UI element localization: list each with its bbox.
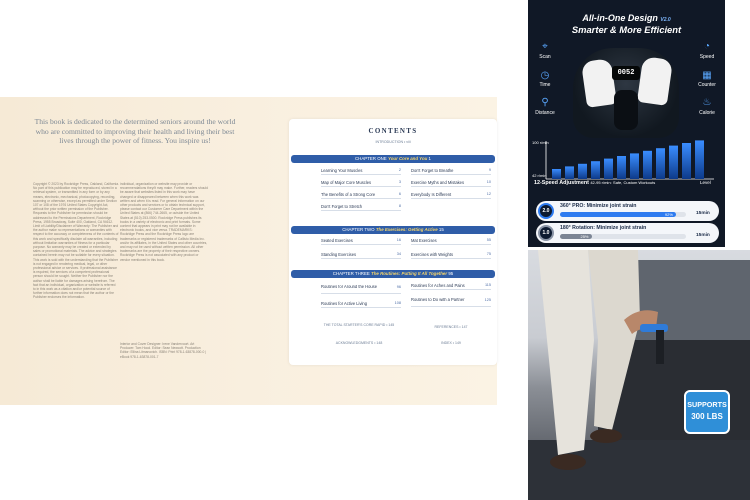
- toc-entry[interactable]: [411, 250, 491, 259]
- speed-caption-range: 42-95 r/min:: [590, 180, 612, 185]
- contents-page: [289, 119, 497, 365]
- speed-caption-tail: Safe, Custom Workouts: [613, 180, 656, 185]
- toc-page: 55: [486, 238, 491, 242]
- toc-entry[interactable]: [321, 236, 401, 245]
- mode-progress-fill: [560, 212, 676, 217]
- time-icon: ◷: [540, 70, 550, 81]
- toc-title: Map of Major Core Muscles: [321, 179, 372, 185]
- speed-level-bar: [656, 148, 665, 179]
- speed-level-bar: [617, 156, 626, 179]
- mode-percent: 92%: [664, 211, 673, 217]
- toc-title: Mat Exercises: [411, 237, 437, 243]
- speed-level-bar: [565, 166, 574, 179]
- copyright-text-left: Copyright © 2023 by Rockridge Press, Oakland, California. No part of this publication may be reproduced, stored in a retrieval system, or transmitted in any form or by any means, electronic, mechanical, photocopying, recording, scanning or otherwise, except as permitted under Section 107 or 108 of the 1976 United States Copyright Act, without the prior written permission of the Publisher. Requests to the Publisher for permission should be addressed to the Permissions Department, Rockridge Press, 1955 Broadway, Suite 400, Oakland, CA 94612. Limit of Liability/Disclaimer of Warranty: The Publisher and the author make no representations or warranties with respect to the accuracy or completeness of the contents of this work and specifically disclaim all warranties, including without limitation warranties of fitness for a particular purpose. No warranty may be created or extended by sales or promotional materials. The advice and strategies contained herein may not be suitable for every situation. This work is sold with the understanding that the Publisher is not engaged in rendering medical, legal, or other professional advice or services. If professional assistance is required, the services of a competent professional person should be sought. Neither the Publisher nor the author shall be liable for damages arising herefrom. The fact that an individual, organization or website is referred to in this work as a citation and/or potential source of further information does not mean that the author or the Publisher endorses the information.: [33, 182, 119, 300]
- toc-page: 12: [486, 192, 491, 196]
- speed-level-graphic: [528, 137, 725, 185]
- contents-index: INDEX • 149: [441, 341, 461, 345]
- toc-entry[interactable]: [321, 250, 401, 259]
- toc-entry[interactable]: [411, 294, 491, 307]
- contents-intro: INTRODUCTION • viii: [375, 140, 411, 144]
- mode-badge: 2.0: [538, 203, 554, 219]
- mode-time: 15min: [696, 211, 710, 216]
- device-display: 0052: [612, 66, 640, 80]
- speed-level-bar: [669, 146, 678, 179]
- toc-entry[interactable]: [321, 299, 401, 308]
- left-shoe: [550, 454, 586, 470]
- toc-entry[interactable]: [411, 281, 491, 290]
- mode-title: 180° Rotation: Minimize joint strain: [560, 225, 647, 231]
- chapter-three-bar: [291, 270, 495, 278]
- handle-latch: [656, 330, 664, 364]
- toc-title: Everybody Is Different: [411, 191, 452, 197]
- toc-entry[interactable]: [321, 178, 401, 187]
- toc-page: 125: [484, 297, 491, 302]
- chapter-label: CHAPTER ONE: [355, 156, 387, 161]
- speed-level-bar: [695, 140, 704, 179]
- badge-line-2: 300 LBS: [691, 412, 723, 421]
- toc-title: Exercises with Weights: [411, 251, 454, 257]
- toc-title: The Benefits of a Strong Core: [321, 191, 376, 197]
- speed-caption-title: 12-Speed Adjustment: [534, 180, 589, 186]
- toc-page: 3: [398, 180, 401, 184]
- speed-level-bar: [643, 151, 652, 179]
- toc-title: Routines to Do with a Partner: [411, 297, 465, 302]
- speed-level-bar: [604, 159, 613, 179]
- contents-references: REFERENCES • 147: [434, 325, 468, 329]
- mode-title: 360° PRO: Minimize joint strain: [560, 203, 637, 209]
- toc-page: 34: [396, 252, 401, 256]
- speed-bars: [552, 140, 704, 179]
- toc-entry[interactable]: [321, 202, 401, 211]
- toc-entry[interactable]: [321, 190, 401, 199]
- mode-progress-track: [560, 234, 686, 239]
- toc-title: Learning Your Muscles: [321, 167, 363, 173]
- mode-progress-fill: [560, 234, 592, 239]
- contents-acknowledgments: ACKNOWLEDGMENTS • 148: [335, 341, 383, 345]
- toc-page: 96: [396, 284, 401, 289]
- feature-label: Calorie: [699, 110, 715, 116]
- massager-ad: [528, 0, 725, 247]
- feature-label: Time: [539, 82, 551, 88]
- speed-caption: [534, 180, 720, 186]
- dedication-text: This book is dedicated to the determined seniors around the world who are committed to improving their health and living their best lives through the power of fitness. You inspire us!: [34, 117, 236, 145]
- toc-title: Routines for Around the House: [321, 284, 377, 289]
- feature-label: Distance: [535, 110, 555, 116]
- chart-bottom-label: 42 r/min: [532, 173, 547, 178]
- right-foot: [637, 56, 673, 106]
- car-handle-photo: [528, 250, 750, 500]
- speed-level-bar: [552, 169, 561, 179]
- mode-pill-360: [536, 201, 719, 221]
- toc-page: 6: [398, 192, 401, 196]
- speed-level-bar: [578, 164, 587, 179]
- support-badge: [684, 390, 730, 434]
- chapter-page: 95: [448, 271, 454, 276]
- chapter-label: CHAPTER TWO: [342, 227, 375, 232]
- toc-entry[interactable]: [321, 166, 401, 175]
- toc-page: 16: [396, 238, 401, 242]
- chapter-page: 15: [438, 227, 444, 232]
- feature-label: Scan: [539, 54, 551, 60]
- copyright-credits: Interior and Cover Designer: Irene Vandervoort. Art Producer: Tom Hood. Editor: Sean Newcott. Production Editor: Ellina Litmanovich. ISBN: Print 978-1-63878-000-0 | eBook 978-1-63878-001-7: [120, 342, 207, 359]
- chapter-title: The Routines: Putting It All Together: [371, 271, 448, 276]
- toc-title: Seated Exercises: [321, 237, 353, 243]
- counter-icon: ▦: [702, 70, 712, 81]
- toc-page: 75: [486, 252, 491, 256]
- contents-ref-left: THE TOTAL STARTER'S CORE RAPID • 145: [323, 323, 395, 327]
- copyright-text-right: individual, organization or website may provide or recommendations they/it may make. Further, readers should be aware that websites listed in this work may have changed or disappeared between when this work was written and when it is read. For general information on our other products and services or to obtain technical support, please contact our Customer Care Department within the United States at (866) 744-2665, or outside the United States at (510) 253-0500. Rockridge Press publishes its books in a variety of electronic and print formats. Some content that appears in print may not be available in electronic books, and vice versa. TRADEMARKS: Rockridge Press and the Rockridge Press logo are trademarks or registered trademarks of Callisto Media Inc. and/or its affiliates, in the United States and other countries, and may not be used without written permission. All other trademarks are the property of their respective owners. Rockridge Press is not associated with any product or vendor mentioned in this book.: [120, 182, 208, 262]
- headline-text: All-in-One Design: [582, 13, 658, 23]
- mode-percent: 25%: [580, 233, 589, 239]
- toc-page: 8: [398, 204, 401, 208]
- control-panel: [614, 90, 638, 130]
- scan-icon: ⌖: [542, 41, 548, 52]
- toc-title: Don't Forget to Stretch: [321, 203, 363, 209]
- chapter-title: The Exercises: Getting Active: [375, 227, 438, 232]
- ad-subheadline: Smarter & More Efficient: [571, 24, 682, 35]
- toc-page: 9: [488, 168, 491, 172]
- chapter-title: Your Core and You: [387, 156, 428, 161]
- chart-level-label: Level: [700, 180, 711, 185]
- toc-page: 108: [394, 301, 401, 305]
- chapter-two-bar: [291, 226, 495, 234]
- mode-progress-track: [560, 212, 686, 217]
- chart-top-label: 100 r/min: [532, 140, 549, 145]
- version-label: V2.0: [660, 17, 671, 23]
- toc-entry[interactable]: [411, 190, 491, 199]
- mode-badge: 1.0: [538, 225, 554, 241]
- toc-page: 10: [486, 180, 491, 184]
- feature-label: Counter: [698, 82, 716, 88]
- car-scene-graphic: [528, 250, 750, 500]
- toc-title: Routines for Active Living: [321, 300, 367, 306]
- mode-pill-180: [536, 223, 719, 243]
- badge-line-1: SUPPORTS: [687, 400, 727, 409]
- toc-entry[interactable]: [321, 281, 401, 294]
- toc-title: Routines for Aches and Pains: [411, 282, 465, 288]
- toc-title: Standing Exercises: [321, 251, 357, 257]
- ad-headline: [528, 13, 725, 23]
- speed-level-bar: [682, 143, 691, 179]
- speed-icon: ◔: [703, 41, 711, 52]
- speed-level-bar: [630, 153, 639, 179]
- calorie-icon: ♨: [702, 97, 712, 108]
- toc-page: 2: [398, 168, 401, 172]
- toc-title: Don't Forget to Breathe: [411, 167, 454, 173]
- chapter-label: CHAPTER THREE: [332, 271, 370, 276]
- toc-entry[interactable]: [411, 236, 491, 245]
- toc-entry[interactable]: [411, 166, 491, 175]
- toc-entry[interactable]: [411, 178, 491, 187]
- toc-page: 115: [484, 283, 491, 287]
- chapter-one-bar: [291, 155, 495, 163]
- distance-icon: ⚲: [541, 97, 549, 108]
- chapter-page: 1: [428, 156, 431, 161]
- speed-level-bar: [591, 161, 600, 179]
- left-leg: [538, 250, 594, 455]
- toc-title: Exercise Myths and Mistakes: [411, 179, 465, 185]
- mode-time: 15min: [696, 233, 710, 238]
- feature-label: Speed: [699, 54, 715, 60]
- right-shoe: [590, 429, 622, 443]
- contents-title: CONTENTS: [368, 127, 418, 135]
